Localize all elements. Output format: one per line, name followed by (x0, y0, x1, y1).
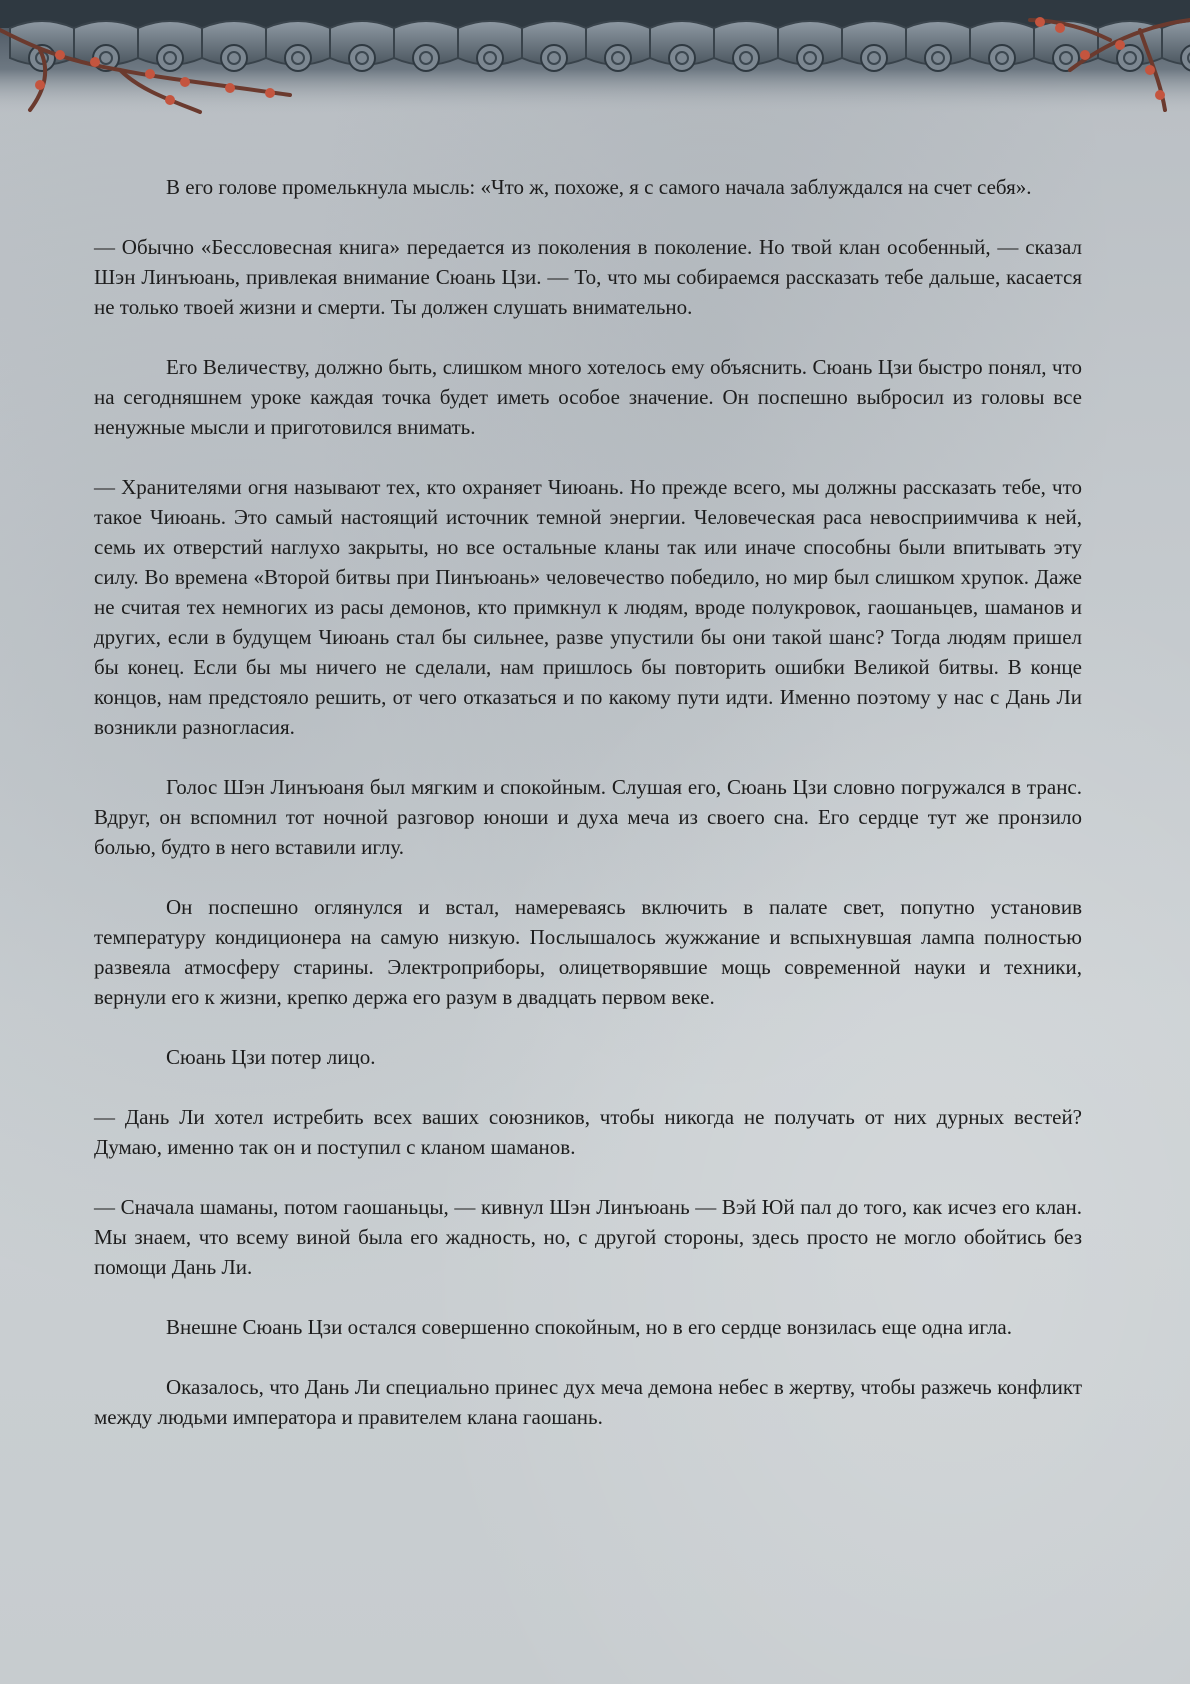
paragraph: Внешне Сюань Цзи остался совершенно спокойным, но в его сердце вонзилась еще одна игла. (166, 1315, 1012, 1339)
paragraph: В его голове промелькнула мысль: «Что ж, похоже, я с самого начала заблуждался на счет себя». (166, 175, 1032, 199)
paragraph: — Обычно «Бессловесная книга» передается из поколения в поколение. Но твой клан особенный, — сказал Шэн Линъюань, привлекая внимание Сюань Цзи. — То, что мы собираемся рассказать тебе дальше, касается не только твоей жизни и смерти. Ты должен слушать внимательно. (94, 235, 1082, 319)
paragraph: Его Величеству, должно быть, слишком много хотелось ему объяснить. Сюань Цзи быстро понял, что на сегодняшнем уроке каждая точка будет иметь особое значение. Он поспешно выбросил из головы все ненужные мысли и приготовился внимать. (94, 355, 1082, 439)
paragraph: — Дань Ли хотел истребить всех ваших союзников, чтобы никогда не получать от них дурных вестей? Думаю, именно так он и поступил с кланом шаманов. (94, 1105, 1082, 1159)
paragraph: Оказалось, что Дань Ли специально принес дух меча демона небес в жертву, чтобы разжечь конфликт между людьми императора и правителем клана гаошань. (94, 1375, 1082, 1429)
paragraph: Он поспешно оглянулся и встал, намереваясь включить в палате свет, попутно установив температуру кондиционера на самую низкую. Послышалось жужжание и вспыхнувшая лампа полностью развеяла атмосферу старины. Электроприборы, олицетворявшие мощь современной науки и техники, вернули его к жизни, крепко держа его разум в двадцать первом веке. (94, 895, 1082, 1009)
paragraph: Сюань Цзи потер лицо. (166, 1045, 376, 1069)
document-body (94, 172, 1082, 1462)
paragraph: — Хранителями огня называют тех, кто охраняет Чиюань. Но прежде всего, мы должны рассказать тебе, что такое Чиюань. Это самый настоящий источник темной энергии. Человеческая раса невосприимчива к ней, семь их отверстий наглухо закрыты, но все остальные кланы так или иначе способны были впитывать эту силу. Во времена «Второй битвы при Пинъюань» человечество победило, но мир был слишком хрупок. Даже не считая тех немногих из расы демонов, кто примкнул к людям, вроде полукровок, гаошаньцев, шаманов и других, если в будущем Чиюань стал бы сильнее, разве упустили бы они такой шанс? Тогда людям пришел бы конец. Если бы мы ничего не сделали, нам пришлось бы повторить ошибки Великой битвы. В конце концов, нам предстояло решить, от чего отказаться и по какому пути идти. Именно поэтому у нас с Дань Ли возникли разногласия. (94, 475, 1082, 739)
paragraph: — Сначала шаманы, потом гаошаньцы, — кивнул Шэн Линъюань — Вэй Юй пал до того, как исчез его клан. Мы знаем, что всему виной была его жадность, но, с другой стороны, здесь просто не могло обойтись без помощи Дань Ли. (94, 1195, 1082, 1279)
paragraph: Голос Шэн Линъюаня был мягким и спокойным. Слушая его, Сюань Цзи словно погружался в транс. Вдруг, он вспомнил тот ночной разговор юноши и духа меча из своего сна. Его сердце тут же пронзило болью, будто в него вставили иглу. (94, 775, 1082, 859)
roof-tiles-image (0, 0, 1190, 115)
roof-tile-decoration (0, 0, 1190, 115)
